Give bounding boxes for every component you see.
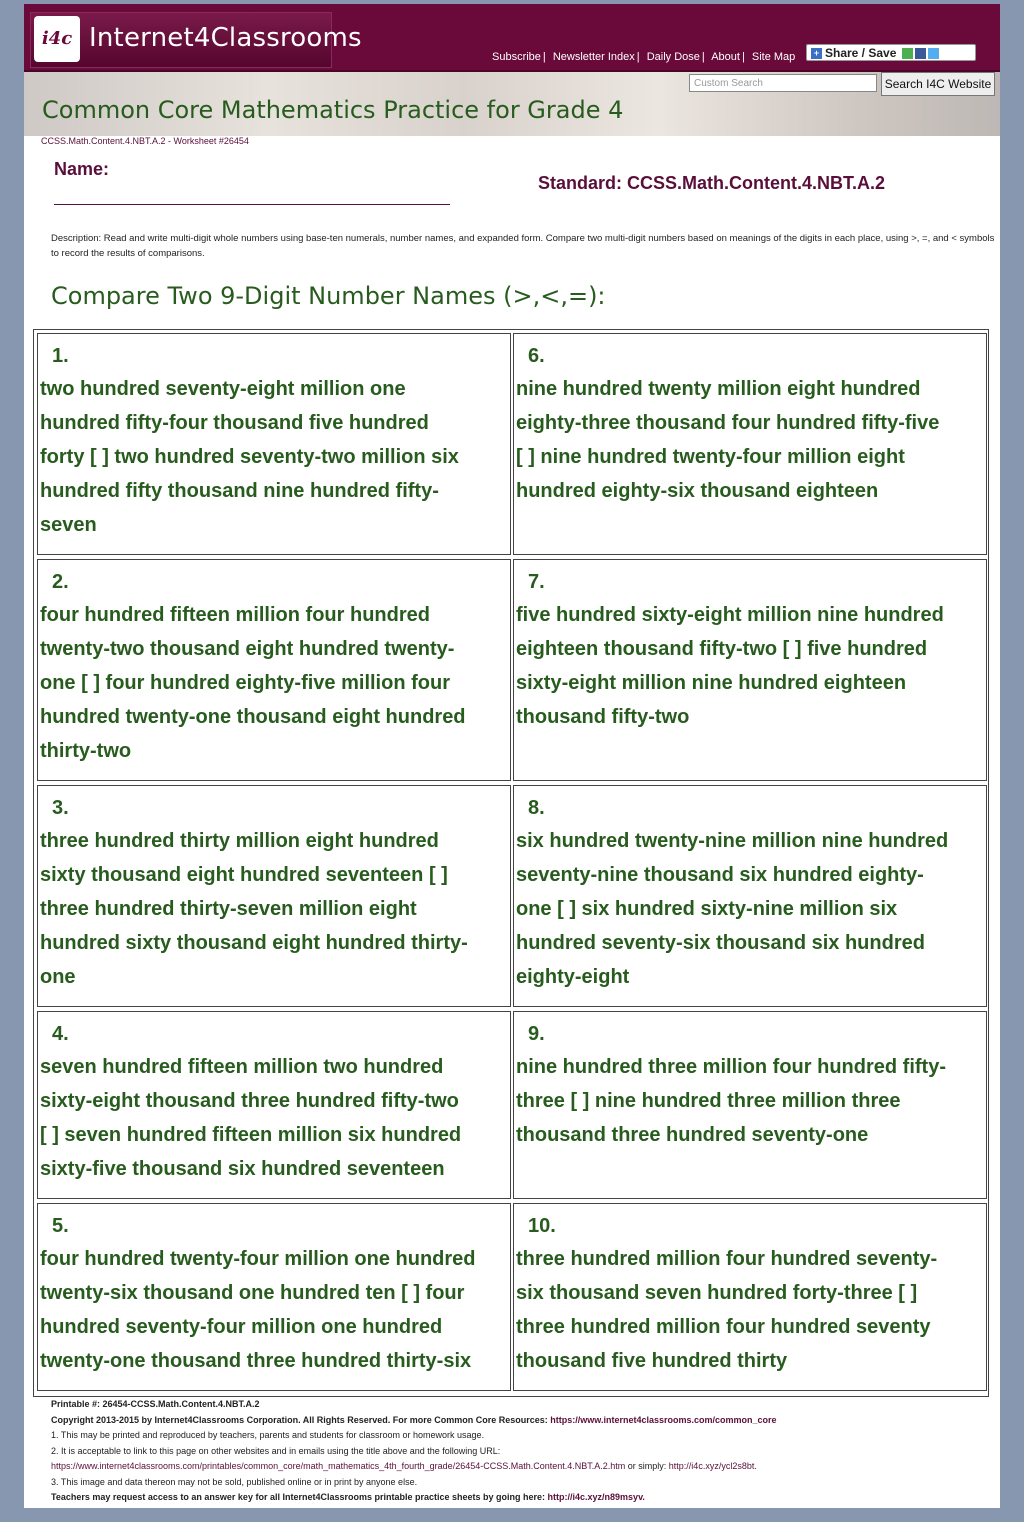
- twitter-icon: [928, 48, 939, 59]
- search-placeholder: Custom Search: [694, 78, 763, 89]
- note-1: 1. This may be printed and reproduced by teachers, parents and students for classroom or homework usage.: [51, 1430, 485, 1440]
- question-number: 3.: [52, 797, 69, 819]
- printable-number: Printable #: 26454-CCSS.Math.Content.4.NBT.A.2: [51, 1399, 260, 1409]
- question-line: three [ ] nine hundred three million three: [516, 1090, 901, 1112]
- logo-text: Internet4Classrooms: [89, 23, 362, 53]
- question-line: one: [40, 966, 76, 988]
- question-number: 4.: [52, 1023, 69, 1045]
- search-button[interactable]: Search I4C Website: [881, 72, 995, 96]
- question-number: 1.: [52, 345, 69, 367]
- question-cell: [37, 559, 511, 781]
- question-cell: [513, 333, 987, 555]
- standard-label: Standard: CCSS.Math.Content.4.NBT.A.2: [538, 173, 886, 193]
- share-save-button[interactable]: [806, 44, 976, 61]
- answer-key-text: Teachers may request access to an answer key for all Internet4Classrooms printable practice sheets by going here:: [51, 1492, 548, 1502]
- copyright: [51, 1413, 991, 1429]
- note-2: 2. It is acceptable to link to this page on other websites and in emails using the title above and the following URL:: [51, 1445, 501, 1456]
- common-core-link[interactable]: https://www.internet4classrooms.com/common_core: [550, 1414, 777, 1425]
- question-line: sixty thousand eight hundred seventeen [ ]: [40, 864, 448, 886]
- question-line: thirty-two: [40, 740, 132, 762]
- question-line: hundred sixty thousand eight hundred thirty-: [40, 932, 468, 954]
- question-line: hundred seventy-six thousand six hundred: [516, 932, 925, 954]
- question-line: twenty-six thousand one hundred ten [ ] four: [40, 1282, 465, 1304]
- question-cell: [37, 1203, 511, 1391]
- question-line: thousand three hundred seventy-one: [516, 1124, 869, 1146]
- answer-key-link[interactable]: http://i4c.xyz/n89msyv.: [547, 1492, 645, 1502]
- share-icon: [902, 48, 913, 59]
- url-or-text: or simply:: [625, 1461, 669, 1471]
- question-line: sixty-eight million nine hundred eighteen: [516, 672, 907, 694]
- question-cell: [37, 1011, 511, 1199]
- question-text: [40, 372, 459, 542]
- question-number: 6.: [528, 345, 545, 367]
- footer: [51, 1397, 991, 1506]
- name-line: [54, 204, 450, 205]
- question-text: [40, 1050, 461, 1186]
- question-line: hundred seventy-four million one hundred: [40, 1316, 443, 1338]
- question-line: twenty-two thousand eight hundred twenty-: [40, 638, 455, 660]
- question-line: five hundred sixty-eight million nine hundred: [516, 604, 944, 626]
- question-line: three hundred thirty-seven million eight: [40, 898, 417, 920]
- question-text: [516, 372, 939, 508]
- question-number: 7.: [528, 571, 545, 593]
- question-line: thousand five hundred thirty: [516, 1350, 788, 1372]
- question-line: seven hundred fifteen million two hundred: [40, 1056, 444, 1078]
- page-title: Common Core Mathematics Practice for Grade 4: [42, 96, 624, 124]
- question-cell: [37, 785, 511, 1007]
- worksheet-url-link[interactable]: https://www.internet4classrooms.com/printables/common_core/math_mathematics_4th_fourth_grade/26454-CCSS.Math.Content.4.NBT.A.2.htm: [51, 1461, 626, 1471]
- question-line: seventy-nine thousand six hundred eighty-: [516, 864, 924, 886]
- question-line: four hundred fifteen million four hundred: [40, 604, 430, 626]
- top-nav: Subscribe | Newsletter Index | Daily Dose | About | Site Map: [492, 51, 796, 63]
- question-line: eighteen thousand fifty-two [ ] five hundred: [516, 638, 928, 660]
- question-line: twenty-one thousand three hundred thirty-six: [40, 1350, 472, 1372]
- question-text: [516, 824, 948, 994]
- nav-daily-dose[interactable]: Daily Dose: [646, 51, 700, 63]
- question-line: six thousand seven hundred forty-three [ ]: [516, 1282, 918, 1304]
- question-line: hundred fifty thousand nine hundred fifty-: [40, 480, 439, 502]
- question-line: one [ ] six hundred sixty-nine million six: [516, 898, 898, 920]
- question-text: [516, 598, 944, 734]
- question-text: [516, 1242, 937, 1378]
- question-line: sixty-eight thousand three hundred fifty-two: [40, 1090, 459, 1112]
- question-number: 2.: [52, 571, 69, 593]
- question-line: six hundred twenty-nine million nine hundred: [516, 830, 949, 852]
- question-line: hundred fifty-four thousand five hundred: [40, 412, 429, 434]
- question-text: [40, 598, 466, 768]
- top-bar: [24, 4, 1000, 72]
- question-line: three hundred million four hundred seventy-: [516, 1248, 938, 1270]
- question-grid: [33, 329, 989, 1397]
- plus-icon: +: [811, 48, 822, 59]
- nav-site-map[interactable]: Site Map: [751, 51, 796, 63]
- copyright-text: Copyright 2013-2015 by Internet4Classrooms Corporation. All Rights Reserved. For more Common Core Resources:: [51, 1414, 551, 1425]
- site-logo[interactable]: [30, 12, 362, 68]
- answer-key: [51, 1490, 991, 1506]
- question-text: [40, 824, 468, 994]
- nav-newsletter-index[interactable]: Newsletter Index: [552, 51, 635, 63]
- share-label: Share / Save: [825, 46, 897, 60]
- question-line: hundred eighty-six thousand eighteen: [516, 480, 879, 502]
- question-line: three hundred thirty million eight hundred: [40, 830, 439, 852]
- question-line: three hundred million four hundred seventy: [516, 1316, 931, 1338]
- question-cell: [513, 1203, 987, 1391]
- note-3: 3. This image and data thereon may not be sold, published online or in print by anyone else.: [51, 1476, 418, 1487]
- name-label: Name:: [54, 159, 110, 179]
- question-line: nine hundred twenty million eight hundred: [516, 378, 921, 400]
- short-url-link[interactable]: http://i4c.xyz/ycl2s8bt.: [668, 1461, 757, 1471]
- question-text: [516, 1050, 946, 1152]
- question-line: eighty-three thousand four hundred fifty-five: [516, 412, 940, 434]
- question-cell: [513, 785, 987, 1007]
- search-input[interactable]: [689, 74, 877, 92]
- question-cell: [513, 1011, 987, 1199]
- question-cell: [37, 333, 511, 555]
- question-line: eighty-eight: [516, 966, 630, 988]
- nav-about[interactable]: About: [711, 51, 740, 63]
- facebook-icon: [915, 48, 926, 59]
- question-line: seven: [40, 514, 97, 536]
- url-line: [51, 1459, 991, 1475]
- question-line: nine hundred three million four hundred fifty-: [516, 1056, 946, 1078]
- question-line: sixty-five thousand six hundred seventeen: [40, 1158, 445, 1180]
- question-number: 10.: [528, 1215, 556, 1237]
- question-cell: [513, 559, 987, 781]
- question-line: forty [ ] two hundred seventy-two million six: [40, 446, 459, 468]
- question-line: one [ ] four hundred eighty-five million four: [40, 672, 450, 694]
- question-line: hundred twenty-one thousand eight hundred: [40, 706, 466, 728]
- question-line: thousand fifty-two: [516, 706, 690, 728]
- question-number: 5.: [52, 1215, 69, 1237]
- page: [24, 4, 1000, 1508]
- worksheet-heading: Compare Two 9-Digit Number Names (>,<,=):: [51, 282, 606, 310]
- logo-badge-icon: i4c: [34, 16, 80, 62]
- question-text: [40, 1242, 476, 1378]
- description: Description: Read and write multi-digit whole numbers using base-ten numerals, number names, and expanded form. Compare two multi-digit numbers based on meanings of the digits in each place, using >, =, and < symbols to record the results of comparisons.: [51, 233, 995, 259]
- question-number: 9.: [528, 1023, 545, 1045]
- question-line: [ ] nine hundred twenty-four million eight: [516, 446, 905, 468]
- question-line: two hundred seventy-eight million one: [40, 378, 406, 400]
- nav-subscribe[interactable]: Subscribe: [492, 51, 541, 63]
- worksheet-subtitle: CCSS.Math.Content.4.NBT.A.2 - Worksheet #26454: [41, 136, 249, 146]
- question-number: 8.: [528, 797, 545, 819]
- question-line: [ ] seven hundred fifteen million six hundred: [40, 1124, 462, 1146]
- question-line: four hundred twenty-four million one hundred: [40, 1248, 476, 1270]
